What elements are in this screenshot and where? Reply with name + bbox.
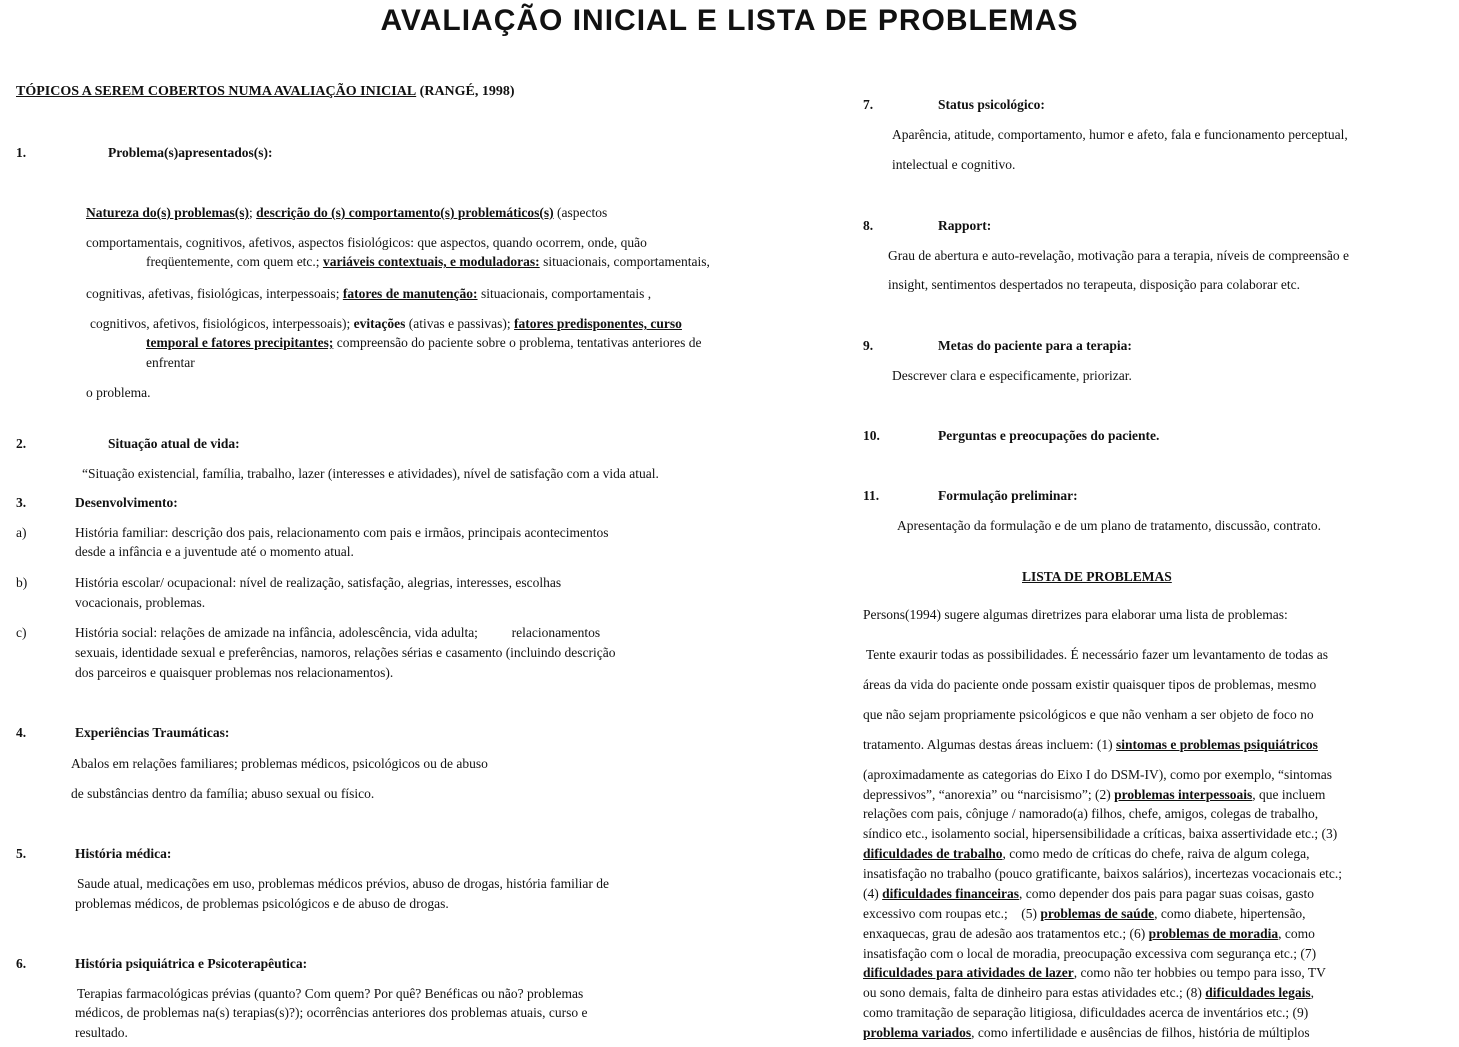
- left-heading-text: TÓPICOS A SEREM COBERTOS NUMA AVALIAÇÃO INICIAL: [16, 84, 417, 99]
- list-text: tratamento. Algumas destas áreas incluem: (1): [863, 737, 1117, 752]
- s1-line-1: [86, 205, 607, 221]
- list-text: , como: [1278, 926, 1315, 941]
- s7-line-1: Aparência, atitude, comportamento, humor e afeto, fala e funcionamento perceptual,: [892, 127, 1348, 142]
- section-2-label: Situação atual de vida:: [108, 436, 240, 451]
- s1-text: (aspectos: [553, 205, 608, 220]
- section-3-label: Desenvolvimento:: [75, 495, 178, 510]
- problem-list-intro: Persons(1994) sugere algumas diretrizes para elaborar uma lista de problemas:: [863, 607, 1288, 622]
- list-d-line-2: [863, 787, 1325, 803]
- s3-c-marker: c): [16, 625, 27, 640]
- s9-line-1: Descrever clara e especificamente, priorizar.: [892, 368, 1132, 383]
- list-d-line-9: [863, 926, 1315, 942]
- s1-text: situacionais, comportamentais,: [539, 254, 710, 269]
- s1-line-4: [86, 286, 651, 302]
- list-term-financeiras: dificuldades financeiras: [882, 886, 1020, 901]
- list-term-variados: problema variados: [863, 1025, 972, 1040]
- list-d-line-5: [863, 846, 1310, 862]
- list-p-line-2: áreas da vida do paciente onde possam existir quaisquer tipos de problemas, mesmo: [863, 677, 1317, 692]
- list-d-line-6: insatisfação no trabalho (pouco gratificante, baixos salários), incertezas vocacionais etc.;: [863, 866, 1343, 881]
- s1-text: (ativas e passivas);: [405, 316, 511, 331]
- list-term-legais: dificuldades legais: [1205, 985, 1311, 1000]
- list-text: excessivo com roupas etc.; (5): [863, 906, 1041, 921]
- s1-term-natureza: Natureza do(s) problemas(s): [86, 205, 249, 220]
- section-8-number: 8.: [863, 218, 874, 233]
- left-heading-ref: (RANGÉ, 1998): [419, 84, 515, 99]
- s1-term-manutencao: fatores de manutenção:: [342, 286, 478, 301]
- list-d-line-12: [863, 985, 1314, 1001]
- list-text: , como depender dos pais para pagar suas coisas, gasto: [1019, 886, 1315, 901]
- section-1-label: Problema(s)apresentados(s):: [108, 145, 273, 160]
- section-9-number: 9.: [863, 338, 874, 353]
- section-10-label: Perguntas e preocupações do paciente.: [938, 428, 1160, 443]
- list-d-line-3: relações com pais, cônjuge / namorado(a) filhos, chefe, amigos, colegas de trabalho,: [863, 806, 1319, 821]
- list-d-line-4: síndico etc., isolamento social, hipersensibilidade a críticas, baixa assertividade etc.; (3): [863, 826, 1338, 841]
- section-1-number: 1.: [16, 145, 27, 160]
- list-text: ou sono demais, falta de dinheiro para estas atividades etc.; (8): [863, 985, 1206, 1000]
- s6-line-3: resultado.: [75, 1025, 128, 1040]
- list-term-sintomas: sintomas e problemas psiquiátricos: [1116, 737, 1318, 752]
- s1-term-descricao: descrição do (s) comportamento(s) problemáticos(s): [256, 205, 554, 220]
- s1-line-6: [146, 335, 701, 351]
- s1-line-5: [90, 316, 682, 332]
- list-p-line-3: que não sejam propriamente psicológicos e que não venham a ser objeto de foco no: [863, 707, 1314, 722]
- s3-b-marker: b): [16, 575, 28, 590]
- s3-c-line-3: dos parceiros e quaisquer problemas nos relacionamentos).: [75, 665, 394, 680]
- s1-term-evitacoes: evitações: [353, 316, 406, 331]
- s3-a-line-1: História familiar: descrição dos pais, relacionamento com pais e irmãos, principais acontecimentos: [75, 525, 609, 540]
- s6-line-1: Terapias farmacológicas prévias (quanto? Com quem? Por quê? Benéficas ou não? problemas: [77, 986, 584, 1001]
- list-text: , que incluem: [1252, 787, 1326, 802]
- list-d-line-7: [863, 886, 1314, 902]
- s1-text: freqüentemente, com quem etc.;: [146, 254, 320, 269]
- list-d-line-10: insatisfação com o local de moradia, preocupação excessiva com segurança etc.; (7): [863, 946, 1317, 961]
- list-d-line-1: (aproximadamente as categorias do Eixo I do DSM-IV), como por exemplo, “sintomas: [863, 767, 1332, 782]
- section-7-number: 7.: [863, 97, 874, 112]
- s3-b-line-2: vocacionais, problemas.: [75, 595, 206, 610]
- section-5-label: História médica:: [75, 846, 172, 861]
- s1-line-7: enfrentar: [146, 355, 195, 370]
- section-10-number: 10.: [863, 428, 880, 443]
- s1-text: compreensão do paciente sobre o problema, tentativas anteriores de: [333, 335, 702, 350]
- list-term-lazer: dificuldades para atividades de lazer: [863, 965, 1074, 980]
- list-term-saude: problemas de saúde: [1040, 906, 1155, 921]
- s1-line-8: o problema.: [86, 385, 151, 400]
- s1-text: cognitivas, afetivas, fisiológicas, interpessoais;: [86, 286, 340, 301]
- s1-term-precipitantes: temporal e fatores precipitantes;: [146, 335, 334, 350]
- list-d-line-14: [863, 1025, 1310, 1041]
- s4-line-1: Abalos em relações familiares; problemas médicos, psicológicos ou de abuso: [71, 756, 488, 771]
- section-7-label: Status psicológico:: [938, 97, 1045, 112]
- list-text: ,: [1310, 985, 1315, 1000]
- section-4-number: 4.: [16, 725, 27, 740]
- list-text: depressivos”, “anorexia” ou “narcisismo”; (2): [863, 787, 1115, 802]
- list-term-interpessoais: problemas interpessoais: [1114, 787, 1253, 802]
- list-p-line-1: Tente exaurir todas as possibilidades. É necessário fazer um levantamento de todas as: [866, 647, 1329, 662]
- section-5-number: 5.: [16, 846, 27, 861]
- list-term-moradia: problemas de moradia: [1148, 926, 1279, 941]
- s11-line-1: Apresentação da formulação e de um plano de tratamento, discussão, contrato.: [897, 518, 1321, 533]
- s3-c-line-1: História social: relações de amizade na infância, adolescência, vida adulta; relacionamentos: [75, 625, 601, 640]
- section-6-number: 6.: [16, 956, 27, 971]
- list-text: enxaquecas, grau de adesão aos tratamentos etc.; (6): [863, 926, 1149, 941]
- s8-line-1: Grau de abertura e auto-revelação, motivação para a terapia, níveis de compreensão e: [888, 248, 1350, 263]
- s3-c-line-2: sexuais, identidade sexual e preferências, namoros, relações sérias e casamento (incluindo descrição: [75, 645, 616, 660]
- problem-list-heading: LISTA DE PROBLEMAS: [1022, 569, 1172, 584]
- s1-text: cognitivos, afetivos, fisiológicos, interpessoais);: [90, 316, 351, 331]
- section-4-label: Experiências Traumáticas:: [75, 725, 230, 740]
- s5-line-2: problemas médicos, de problemas psicológicos e de abuso de drogas.: [75, 896, 449, 911]
- section-3-number: 3.: [16, 495, 27, 510]
- list-d-line-8: [863, 906, 1306, 922]
- s7-line-2: intelectual e cognitivo.: [892, 157, 1016, 172]
- section-9-label: Metas do paciente para a terapia:: [938, 338, 1132, 353]
- section-11-number: 11.: [863, 488, 880, 503]
- list-text: (4): [863, 886, 883, 901]
- list-p-line-4: [863, 737, 1318, 753]
- list-d-line-11: [863, 965, 1326, 981]
- section-6-label: História psiquiátrica e Psicoterapêutica:: [75, 956, 308, 971]
- s3-a-line-2: desde a infância e a juventude até o momento atual.: [75, 544, 354, 559]
- s5-line-1: Saude atual, medicações em uso, problemas médicos prévios, abuso de drogas, história familiar de: [77, 876, 609, 891]
- list-text: , como infertilidade e ausências de filhos, história de múltiplos: [971, 1025, 1310, 1040]
- left-heading: [16, 84, 515, 100]
- s8-line-2: insight, sentimentos despertados no terapeuta, disposição para colaborar etc.: [888, 277, 1300, 292]
- list-d-line-13: como tramitação de separação litigiosa, dificuldades acerca de inventários etc.; (9): [863, 1005, 1309, 1020]
- section-11-label: Formulação preliminar:: [938, 488, 1078, 503]
- s1-term-predisponentes: fatores predisponentes, curso: [514, 316, 682, 331]
- s3-a-marker: a): [16, 525, 27, 540]
- s6-line-2: médicos, de problemas na(s) terapias(s)?); ocorrências anteriores dos problemas atuais, curso e: [75, 1005, 588, 1020]
- list-text: , como não ter hobbies ou tempo para isso, TV: [1073, 965, 1326, 980]
- list-text: , como diabete, hipertensão,: [1154, 906, 1306, 921]
- page-title: AVALIAÇÃO INICIAL E LISTA DE PROBLEMAS: [380, 4, 1079, 37]
- list-term-trabalho: dificuldades de trabalho: [863, 846, 1003, 861]
- list-text: , como medo de críticas do chefe, raiva de algum colega,: [1002, 846, 1310, 861]
- s3-b-line-1: História escolar/ ocupacional: nível de realização, satisfação, alegrias, interesses, escolhas: [75, 575, 562, 590]
- s4-line-2: de substâncias dentro da família; abuso sexual ou físico.: [71, 786, 375, 801]
- s1-term-variaveis: variáveis contextuais, e moduladoras:: [322, 254, 540, 269]
- s1-text: ;: [249, 205, 253, 220]
- s2-text: “Situação existencial, família, trabalho, lazer (interesses e atividades), nível de satisfação com a vida atual.: [82, 466, 659, 481]
- section-8-label: Rapport:: [938, 218, 992, 233]
- section-2-number: 2.: [16, 436, 27, 451]
- s1-line-3: [146, 254, 710, 270]
- s1-line-2: comportamentais, cognitivos, afetivos, aspectos fisiológicos: que aspectos, quando ocorrem, onde, quão: [86, 235, 647, 250]
- s1-text: situacionais, comportamentais ,: [477, 286, 652, 301]
